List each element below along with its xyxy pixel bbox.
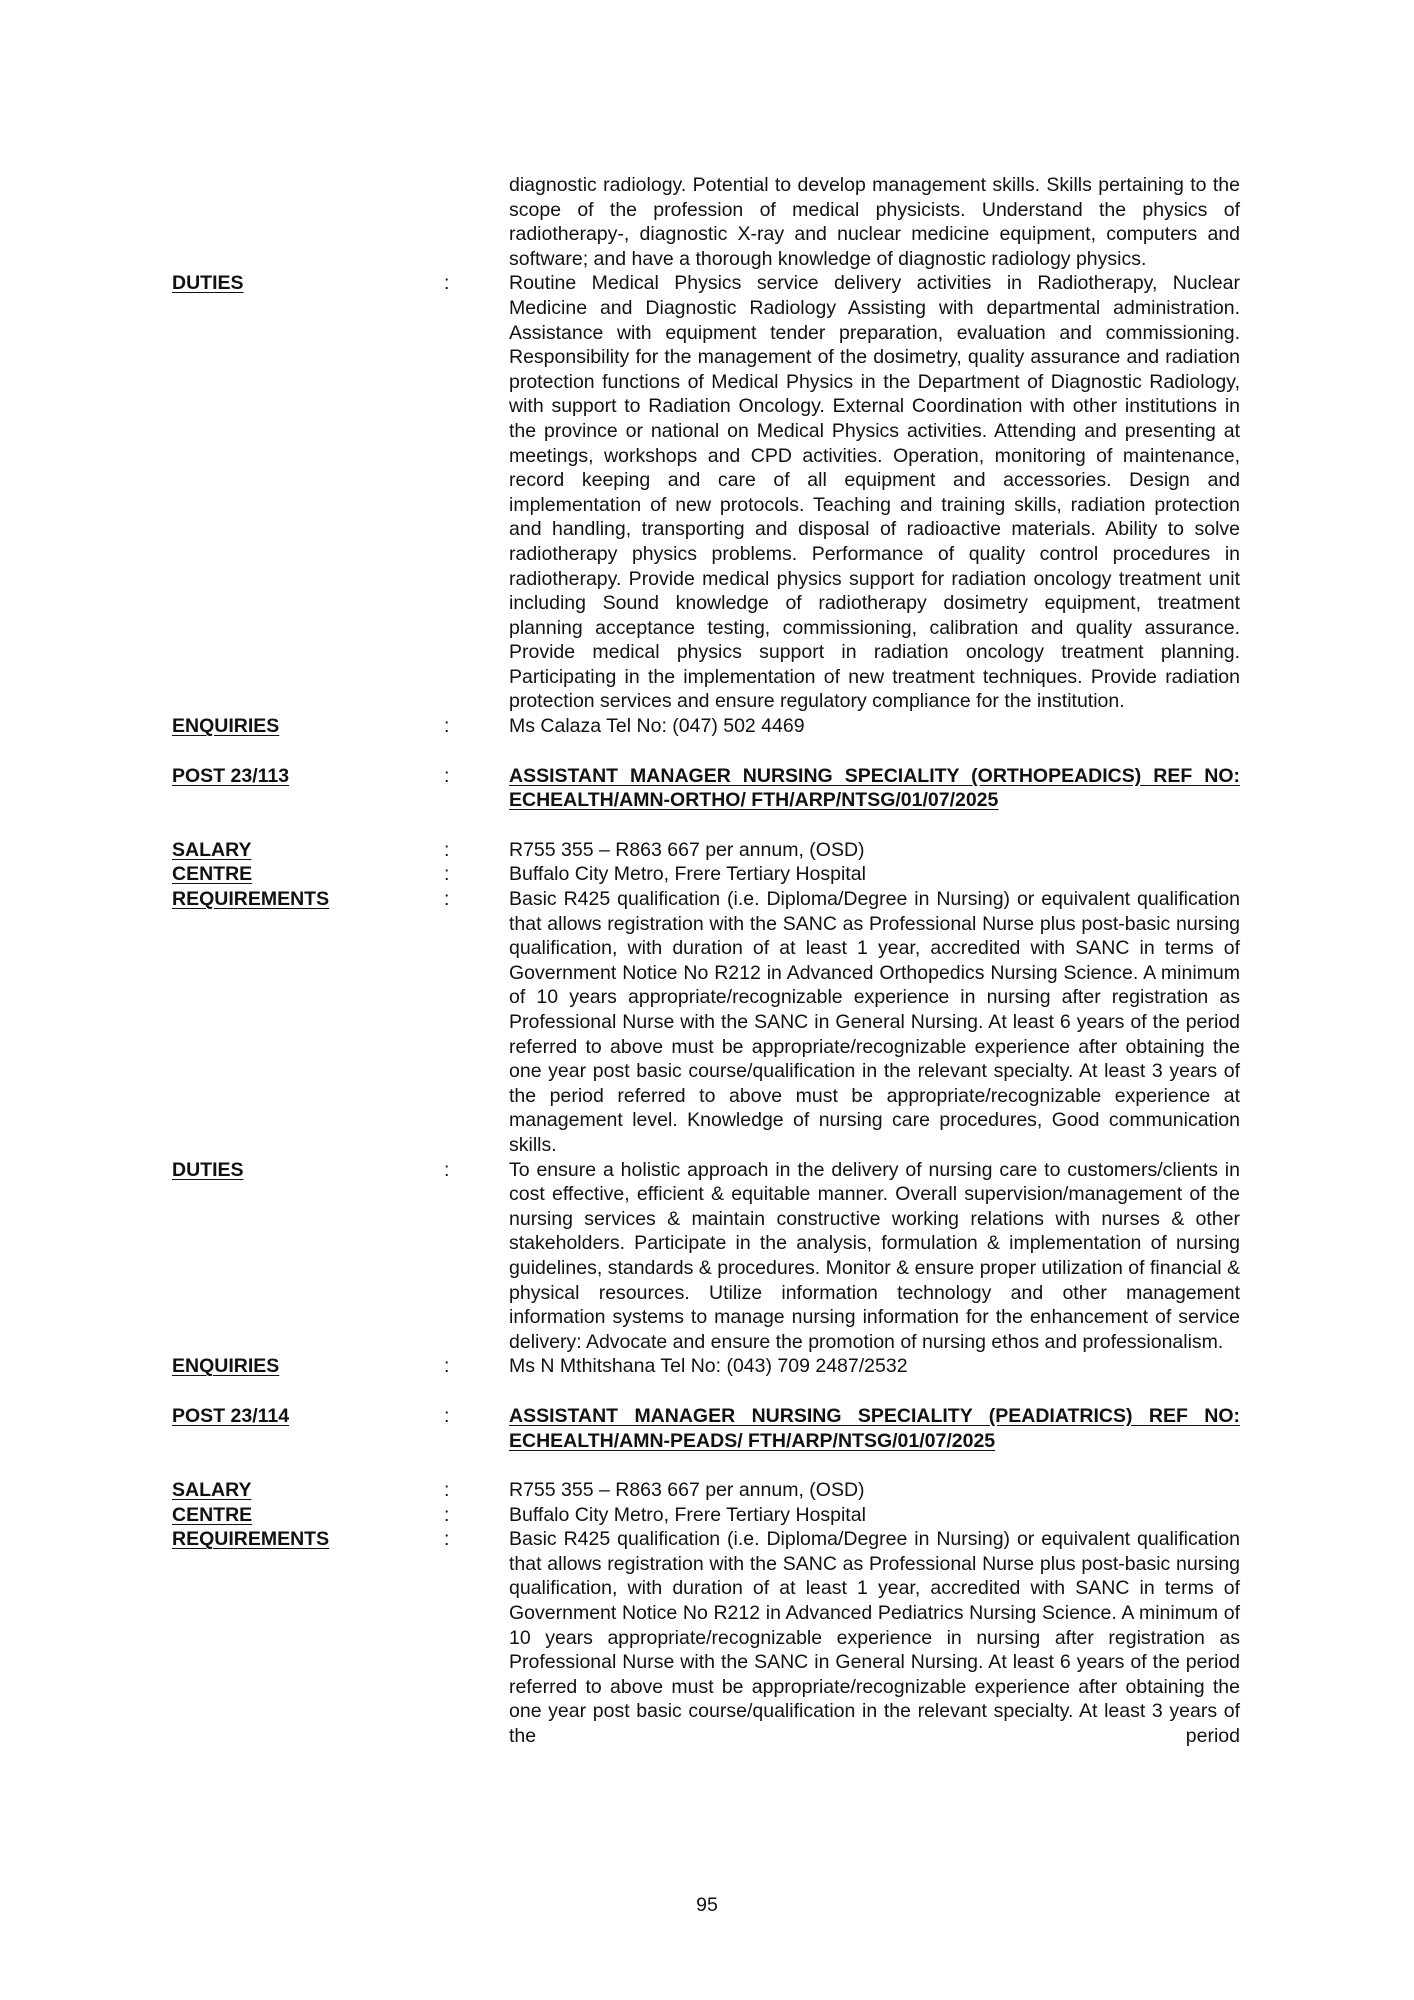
requirements-row-2 xyxy=(172,1527,1240,1748)
enquiries-text: Ms N Mthitshana Tel No: (043) 709 2487/2532 xyxy=(509,1355,908,1378)
colon-separator: : xyxy=(444,272,450,295)
colon-separator: : xyxy=(444,838,450,861)
enquiries-text: Ms Calaza Tel No: (047) 502 4469 xyxy=(509,715,805,738)
centre-text: Buffalo City Metro, Frere Tertiary Hospital xyxy=(509,1503,866,1526)
post-title: ASSISTANT MANAGER NURSING SPECIALITY (ORTHOPEADICS) REF NO: ECHEALTH/AMN-ORTHO/ FTH/ARP/NTSG/01/07/2025 xyxy=(509,764,1240,812)
paragraph-continuation-row xyxy=(172,173,1240,271)
duties-row-medical-physics xyxy=(172,271,1240,714)
field-label: REQUIREMENTS xyxy=(172,888,330,911)
colon-separator: : xyxy=(444,863,450,886)
colon-separator: : xyxy=(444,1158,450,1181)
post-title: ASSISTANT MANAGER NURSING SPECIALITY (PEADIATRICS) REF NO: ECHEALTH/AMN-PEADS/ FTH/ARP/NTSG/01/07/2025 xyxy=(509,1404,1240,1452)
document-content xyxy=(172,173,1240,1749)
field-label: ENQUIRIES xyxy=(172,1355,280,1378)
colon-separator: : xyxy=(444,1355,450,1378)
field-label: DUTIES xyxy=(172,1158,244,1181)
field-label: SALARY xyxy=(172,838,252,861)
field-label: SALARY xyxy=(172,1479,252,1502)
requirements-continuation-text: diagnostic radiology. Potential to develop management skills. Skills pertaining to the scope of the profession of medical physicists. Understand the physics of radiotherapy-, diagnostic X-ray and nuclear medicine equipment, computers and software; and have a thorough knowledge of diagnostic radiology physics. xyxy=(509,174,1240,270)
post-number-label: POST 23/113 xyxy=(172,764,290,787)
enquiries-row-1 xyxy=(172,714,1240,739)
salary-text: R755 355 – R863 667 per annum, (OSD) xyxy=(509,838,865,861)
requirements-text: Basic R425 qualification (i.e. Diploma/Degree in Nursing) or equivalent qualification that allows registration with the SANC as Professional Nurse plus post-basic nursing qualification, with duration of at least 1 year, accredited with SANC in terms of Government Notice No R212 in Advanced Pediatrics Nursing Science. A minimum of 10 years appropriate/recognizable experience in nursing after registration as Professional Nurse with the SANC in General Nursing. At least 6 years of the period referred to above must be appropriate/recognizable experience after obtaining the one year post basic course/qualification in the relevant specialty. At least 3 years of the period xyxy=(509,1528,1240,1748)
field-label: REQUIREMENTS xyxy=(172,1528,330,1551)
colon-separator: : xyxy=(444,1404,450,1427)
post-23-114-row xyxy=(172,1404,1240,1453)
colon-separator: : xyxy=(444,715,450,738)
page-number: 95 xyxy=(696,1894,718,1916)
colon-separator: : xyxy=(444,888,450,911)
duties-row-nursing xyxy=(172,1158,1240,1355)
field-label: ENQUIRIES xyxy=(172,715,280,738)
field-label: CENTRE xyxy=(172,1503,253,1526)
colon-separator: : xyxy=(444,1503,450,1526)
centre-row-2 xyxy=(172,1503,1240,1528)
salary-row-1 xyxy=(172,838,1240,863)
enquiries-row-2 xyxy=(172,1354,1240,1379)
colon-separator: : xyxy=(444,1479,450,1502)
salary-row-2 xyxy=(172,1478,1240,1503)
requirements-text: Basic R425 qualification (i.e. Diploma/Degree in Nursing) or equivalent qualification that allows registration with the SANC as Professional Nurse plus post-basic nursing qualification, with duration of at least 1 year, accredited with SANC in terms of Government Notice No R212 in Advanced Orthopedics Nursing Science. A minimum of 10 years appropriate/recognizable experience in nursing after registration as Professional Nurse with the SANC in General Nursing. At least 6 years of the period referred to above must be appropriate/recognizable experience after obtaining the one year post basic course/qualification in the relevant specialty. At least 3 years of the period referred to above must be appropriate/recognizable experience at management level. Knowledge of nursing care procedures, Good communication skills. xyxy=(509,888,1240,1156)
colon-separator: : xyxy=(444,764,450,787)
centre-text: Buffalo City Metro, Frere Tertiary Hospital xyxy=(509,863,866,886)
requirements-row-1 xyxy=(172,887,1240,1158)
salary-text: R755 355 – R863 667 per annum, (OSD) xyxy=(509,1479,865,1502)
post-23-113-row xyxy=(172,764,1240,813)
colon-separator: : xyxy=(444,1528,450,1551)
field-label: CENTRE xyxy=(172,863,253,886)
duties-text: To ensure a holistic approach in the delivery of nursing care to customers/clients in cost effective, efficient & equitable manner. Overall supervision/management of the nursing services & maintain constructive working relations with nurses & other stakeholders. Participate in the analysis, formulation & implementation of nursing guidelines, standards & procedures. Monitor & ensure proper utilization of financial & physical resources. Utilize information technology and other management information systems to manage nursing information for the enhancement of service delivery: Advocate and ensure the promotion of nursing ethos and professionalism. xyxy=(509,1158,1240,1353)
centre-row-1 xyxy=(172,862,1240,887)
field-label: DUTIES xyxy=(172,272,244,295)
post-number-label: POST 23/114 xyxy=(172,1404,290,1427)
duties-text: Routine Medical Physics service delivery activities in Radiotherapy, Nuclear Medicine and Diagnostic Radiology Assisting with departmental administration. Assistance with equipment tender preparation, evaluation and commissioning. Responsibility for the management of the dosimetry, quality assurance and radiation protection functions of Medical Physics in the Department of Diagnostic Radiology, with support to Radiation Oncology. External Coordination with other institutions in the province or national on Medical Physics activities. Attending and presenting at meetings, workshops and CPD activities. Operation, monitoring of maintenance, record keeping and care of all equipment and accessories. Design and implementation of new protocols. Teaching and training skills, radiation protection and handling, transporting and disposal of radioactive materials. Ability to solve radiotherapy physics problems. Performance of quality control procedures in radiotherapy. Provide medical physics support for radiation oncology treatment unit including Sound knowledge of radiotherapy dosimetry equipment, treatment planning acceptance testing, commissioning, calibration and quality assurance. Provide medical physics support in radiation oncology treatment planning. Participating in the implementation of new treatment techniques. Provide radiation protection services and ensure regulatory compliance for the institution. xyxy=(509,272,1240,713)
